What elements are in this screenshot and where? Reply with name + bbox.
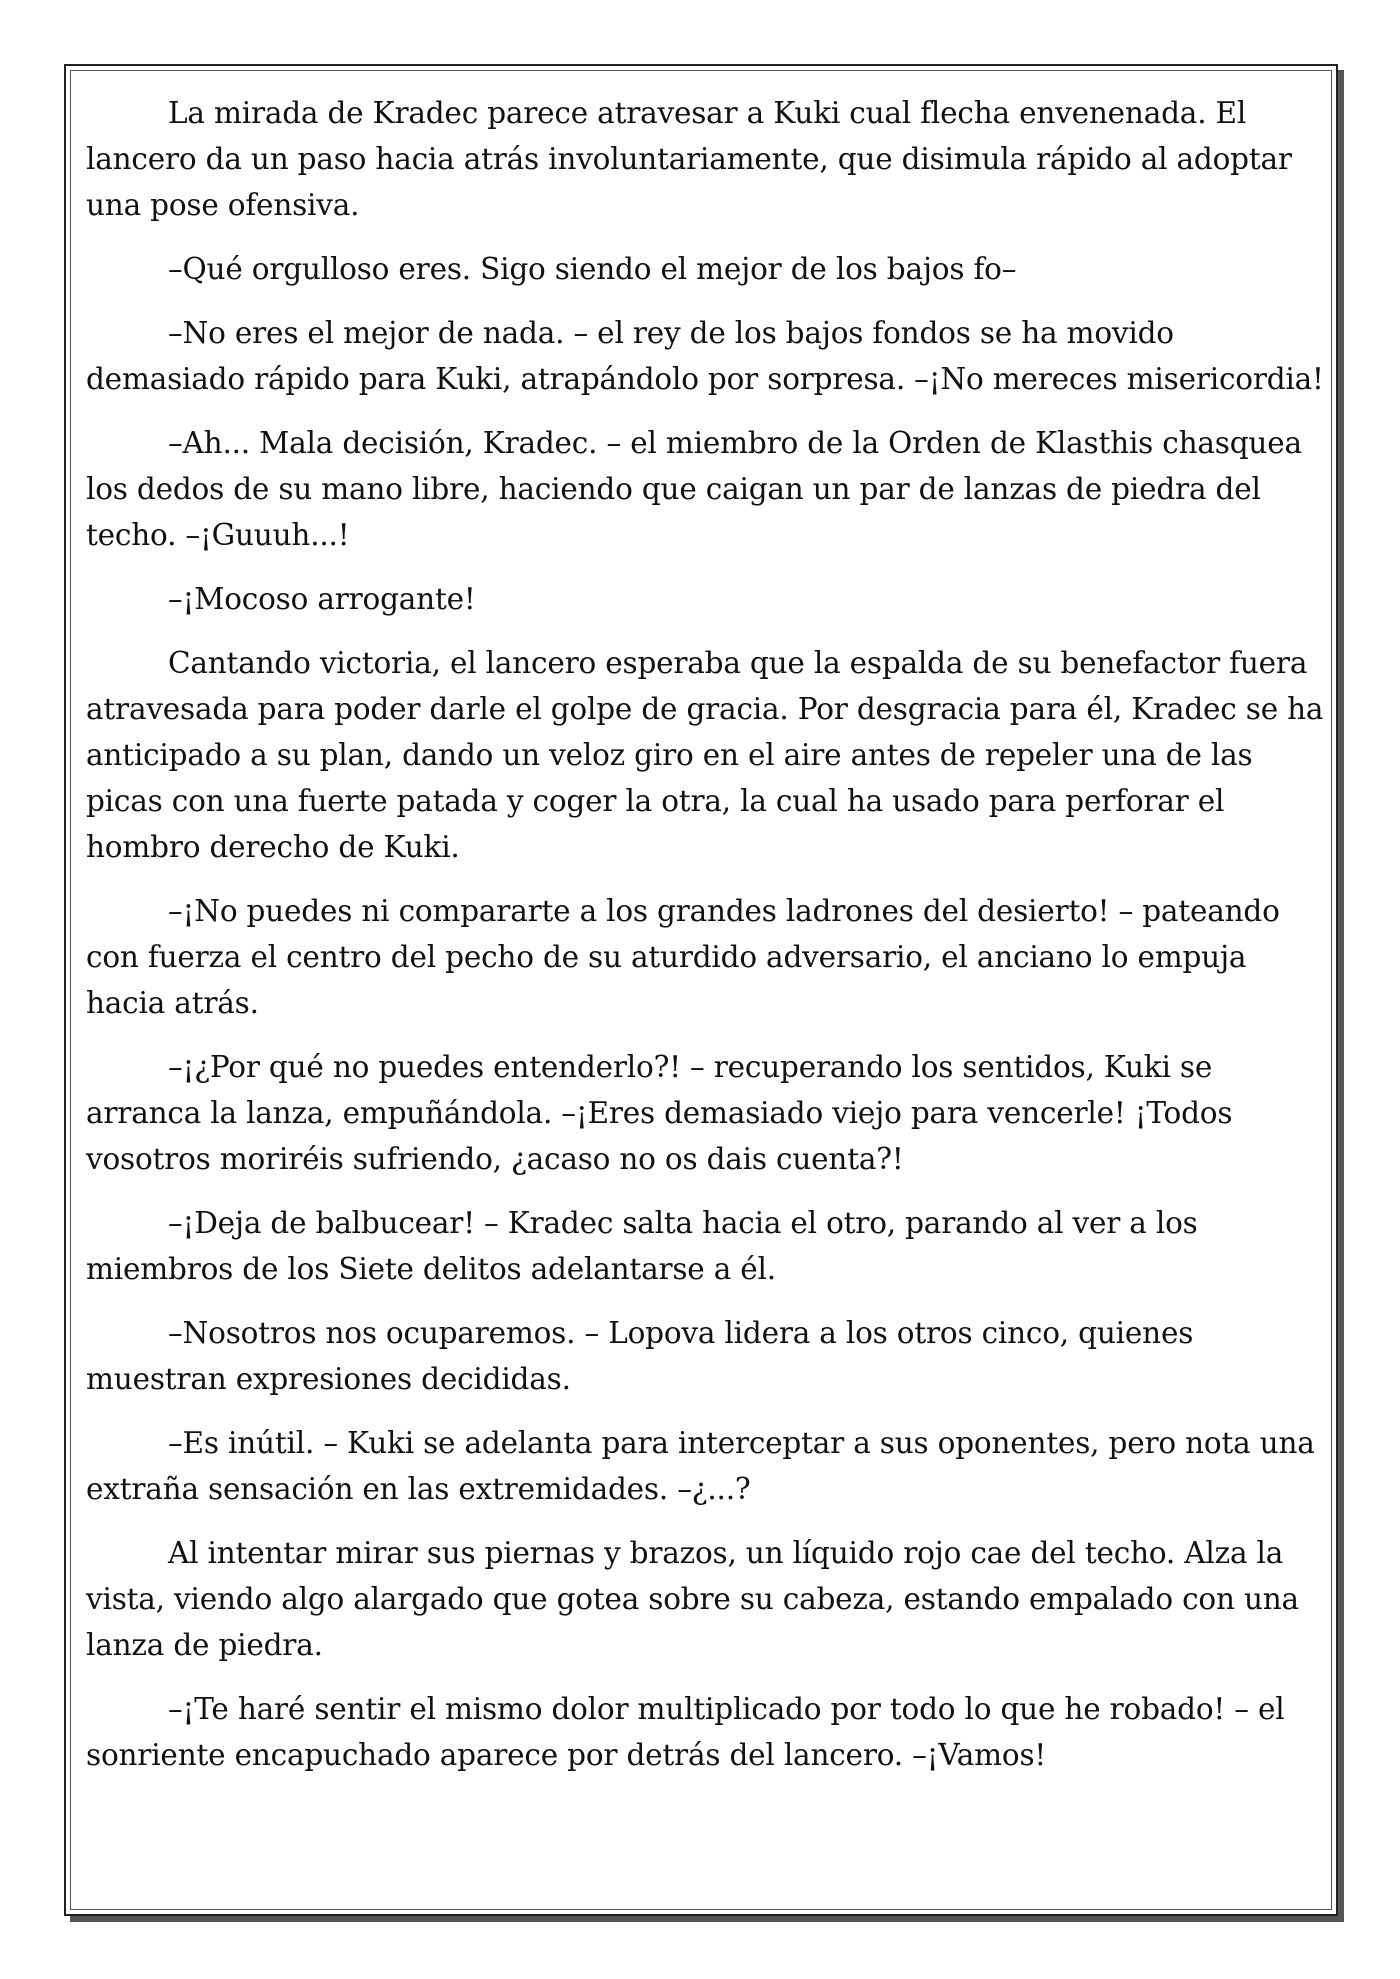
paragraph: –No eres el mejor de nada. – el rey de los bajos fondos se ha movido demasiado rápido para Kuki, atrapándolo por sorpresa. –¡No mereces misericordia! [86, 316, 1324, 396]
paragraph: –Nosotros nos ocuparemos. – Lopova lidera a los otros cinco, quienes muestran expresiones decididas. [86, 1316, 1194, 1396]
paragraph: –¡Mocoso arrogante! [168, 582, 476, 616]
paragraph: Cantando victoria, el lancero esperaba que la espalda de su benefactor fuera atravesada para poder darle el golpe de gracia. Por desgracia para él, Kradec se ha anticipado a su plan, dando un veloz giro en el aire antes de repeler una de las picas con una fuerte patada y coger la otra, la cual ha usado para perforar el hombro derecho de Kuki. [86, 646, 1324, 864]
paragraph: –¡Deja de balbucear! – Kradec salta hacia el otro, parando al ver a los miembros de los Siete delitos adelantarse a él. [86, 1206, 1198, 1286]
paragraph: –¡No puedes ni compararte a los grandes ladrones del desierto! – pateando con fuerza el centro del pecho de su aturdido adversario, el anciano lo empuja hacia atrás. [86, 894, 1280, 1020]
paragraph: –Qué orgulloso eres. Sigo siendo el mejor de los bajos fo– [168, 252, 1017, 286]
paragraph: Al intentar mirar sus piernas y brazos, un líquido rojo cae del techo. Alza la vista, viendo algo alargado que gotea sobre su cabeza, estando empalado con una lanza de piedra. [86, 1536, 1299, 1662]
paragraph: –¡¿Por qué no puedes entenderlo?! – recuperando los sentidos, Kuki se arranca la lanza, empuñándola. –¡Eres demasiado viejo para vencerle! ¡Todos vosotros moriréis sufriendo, ¿acaso no os dais cuenta?! [86, 1050, 1233, 1176]
paragraph: –¡Te haré sentir el mismo dolor multiplicado por todo lo que he robado! – el sonriente encapuchado aparece por detrás del lancero. –¡Vamos! [86, 1692, 1285, 1772]
text-body [86, 90, 1324, 1796]
paragraph: –Ah... Mala decisión, Kradec. – el miembro de la Orden de Klasthis chasquea los dedos de su mano libre, haciendo que caigan un par de lanzas de piedra del techo. –¡Guuuh...! [86, 426, 1302, 552]
paragraph: –Es inútil. – Kuki se adelanta para interceptar a sus oponentes, pero nota una extraña sensación en las extremidades. –¿...? [86, 1426, 1315, 1506]
paragraph: La mirada de Kradec parece atravesar a Kuki cual flecha envenenada. El lancero da un paso hacia atrás involuntariamente, que disimula rápido al adoptar una pose ofensiva. [86, 96, 1292, 222]
page-frame [64, 64, 1338, 1916]
